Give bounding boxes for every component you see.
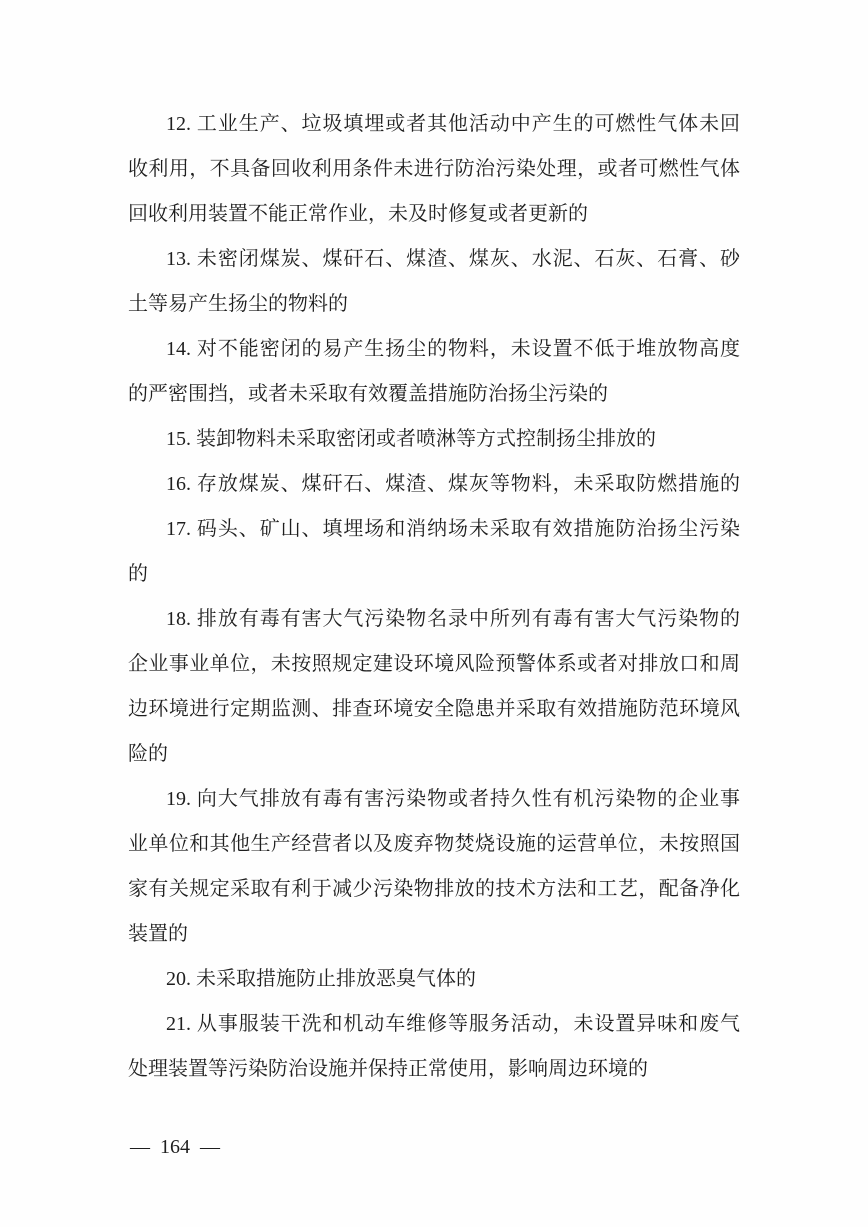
text-line: 13. 未密闭煤炭、煤矸石、煤渣、煤灰、水泥、石灰、石膏、砂 [166, 248, 740, 270]
text-line: 21. 从事服装干洗和机动车维修等服务活动，未设置异味和废气 [166, 1013, 740, 1035]
text-line: 家有关规定采取有利于减少污染物排放的技术方法和工艺，配备净化 [128, 878, 740, 900]
list-item-19 [128, 777, 740, 957]
list-item-17 [128, 507, 740, 597]
text-line: 的严密围挡，或者未采取有效覆盖措施防治扬尘污染的 [128, 383, 608, 405]
list-item-15 [128, 417, 740, 462]
list-item-20 [128, 957, 740, 1002]
text-line: 收利用，不具备回收利用条件未进行防治污染处理，或者可燃性气体 [128, 158, 740, 180]
text-line: 12. 工业生产、垃圾填埋或者其他活动中产生的可燃性气体未回 [166, 113, 740, 135]
text-line: 装置的 [128, 923, 188, 945]
text-line: 业单位和其他生产经营者以及废弃物焚烧设施的运营单位，未按照国 [128, 833, 740, 855]
text-line: 19. 向大气排放有毒有害污染物或者持久性有机污染物的企业事 [166, 788, 740, 810]
text-line: 边环境进行定期监测、排查环境安全隐患并采取有效措施防范环境风 [128, 698, 740, 720]
text-line: 14. 对不能密闭的易产生扬尘的物料，未设置不低于堆放物高度 [166, 338, 740, 360]
text-line: 险的 [128, 743, 168, 765]
text-line: 20. 未采取措施防止排放恶臭气体的 [166, 968, 476, 990]
text-line: 17. 码头、矿山、填埋场和消纳场未采取有效措施防治扬尘污染 [166, 518, 740, 540]
text-line: 15. 装卸物料未采取密闭或者喷淋等方式控制扬尘排放的 [166, 428, 656, 450]
page-number: — 164 — [130, 1136, 220, 1158]
text-line: 16. 存放煤炭、煤矸石、煤渣、煤灰等物料，未采取防燃措施的 [166, 473, 740, 495]
list-item-13 [128, 237, 740, 327]
document-body [128, 102, 740, 1092]
text-line: 的 [128, 563, 148, 585]
text-line: 处理装置等污染防治设施并保持正常使用，影响周边环境的 [128, 1058, 648, 1080]
text-line: 18. 排放有毒有害大气污染物名录中所列有毒有害大气污染物的 [166, 608, 740, 630]
list-item-21 [128, 1002, 740, 1092]
list-item-18 [128, 597, 740, 777]
list-item-14 [128, 327, 740, 417]
text-line: 企业事业单位，未按照规定建设环境风险预警体系或者对排放口和周 [128, 653, 740, 675]
text-line: 回收利用装置不能正常作业，未及时修复或者更新的 [128, 203, 588, 225]
text-line: 土等易产生扬尘的物料的 [128, 293, 348, 315]
page-footer [130, 1130, 220, 1164]
list-item-16 [128, 462, 740, 507]
list-item-12 [128, 102, 740, 237]
